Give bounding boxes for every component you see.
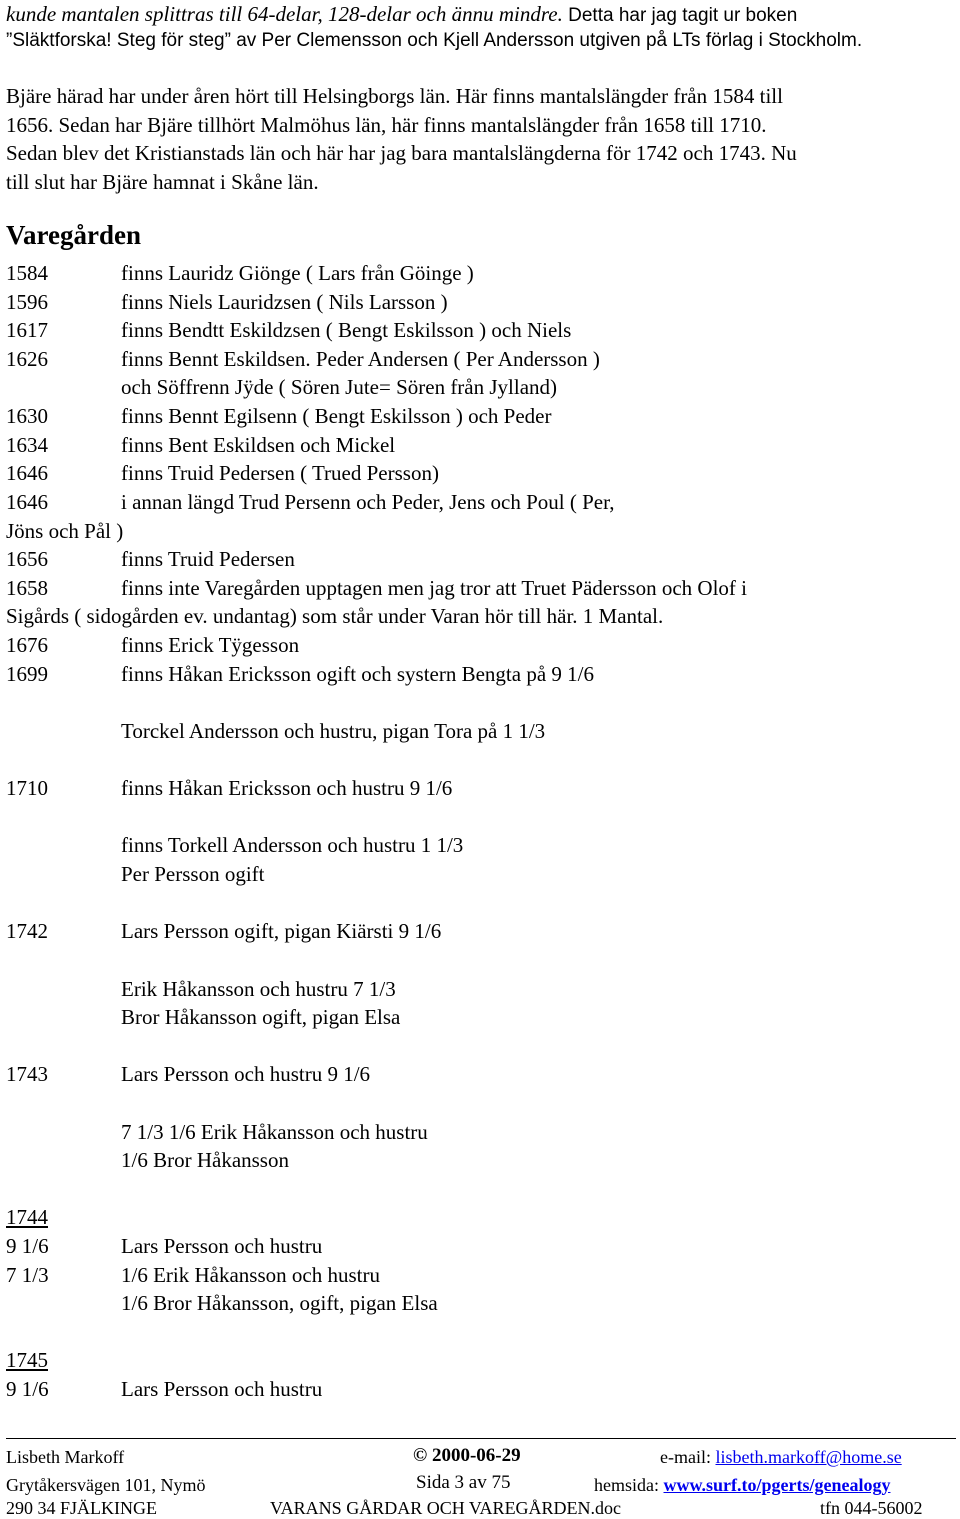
footer-date: © 2000-06-29 <box>413 1445 521 1466</box>
share-value: 7 1/3 <box>6 1263 49 1287</box>
entry-row <box>6 546 926 572</box>
entry-row <box>6 460 926 486</box>
entry-year: 1743 <box>6 1062 48 1086</box>
entry-row <box>6 374 926 400</box>
share-row <box>6 1262 926 1288</box>
year-heading-1745: 1745 <box>6 1348 48 1372</box>
entry-year: 1584 <box>6 261 48 285</box>
entry-wrap-line: Jöns och Pål ) <box>6 519 124 543</box>
entry-subline: 1/6 Bror Håkansson <box>121 1148 289 1172</box>
entry-subline: Erik Håkansson och hustru 7 1/3 <box>121 977 396 1001</box>
website-link[interactable]: www.surf.to/pgerts/genealogy <box>663 1475 891 1495</box>
email-link[interactable]: lisbeth.markoff@home.se <box>715 1447 902 1467</box>
entry-year: 1596 <box>6 290 48 314</box>
footer-author: Lisbeth Markoff <box>6 1447 125 1467</box>
entry-year: 1617 <box>6 318 48 342</box>
intro-italic: kunde mantalen splittras till 64-delar, 128-delar och ännu mindre. <box>6 2 563 26</box>
entry-wrap-line: Sigårds ( sidogården ev. undantag) som står under Varan hör till här. 1 Mantal. <box>6 604 664 628</box>
entry-subline: Per Persson ogift <box>121 862 265 886</box>
entry-text: finns inte Varegården upptagen men jag tror att Truet Pädersson och Olof i <box>121 576 747 600</box>
entry-text: och Söffrenn Jÿde ( Sören Jute= Sören från Jylland) <box>121 375 558 399</box>
entry-row <box>6 403 926 429</box>
footer-email-group <box>660 1446 902 1468</box>
footer-divider <box>6 1438 956 1439</box>
entry-subline: Torckel Andersson och hustru, pigan Tora på 1 1/3 <box>121 719 546 743</box>
footer-web-label: hemsida: <box>594 1475 659 1495</box>
entry-text: i annan längd Trud Persenn och Peder, Jens och Poul ( Per, <box>121 490 615 514</box>
entry-row <box>6 260 926 286</box>
entry-text: Lars Persson och hustru 9 1/6 <box>121 1062 371 1086</box>
entry-year: 1676 <box>6 633 48 657</box>
entry-text: finns Erick Tÿgesson <box>121 633 300 657</box>
share-text: Lars Persson och hustru <box>121 1234 323 1258</box>
entry-text: finns Truid Pedersen ( Trued Persson) <box>121 461 439 485</box>
paragraph-line-4: till slut har Bjäre hamnat i Skåne län. <box>6 170 319 194</box>
entry-year: 1710 <box>6 776 48 800</box>
intro-line-2: ”Släktforska! Steg för steg” av Per Clemensson och Kjell Andersson utgiven på LTs förlag i Stockholm. <box>6 30 863 51</box>
section-heading: Varegården <box>6 220 141 250</box>
entry-year: 1656 <box>6 547 48 571</box>
year-heading-1744: 1744 <box>6 1205 48 1229</box>
share-row <box>6 1233 926 1259</box>
entry-subline: Bror Håkansson ogift, pigan Elsa <box>121 1005 401 1029</box>
entry-year: 1630 <box>6 404 48 428</box>
share-value: 9 1/6 <box>6 1377 49 1401</box>
entry-text: finns Bennt Egilsenn ( Bengt Eskilsson ) och Peder <box>121 404 552 428</box>
intro-line-1 <box>6 1 797 29</box>
entry-text: finns Truid Pedersen <box>121 547 295 571</box>
paragraph-line-2: 1656. Sedan har Bjäre tillhört Malmöhus län, här finns mantalslängder från 1658 till 1710. <box>6 113 767 137</box>
footer-page-info <box>416 1472 510 1494</box>
entry-year: 1626 <box>6 347 48 371</box>
entry-text: finns Bendtt Eskildzsen ( Bengt Eskilsson ) och Niels <box>121 318 572 342</box>
footer-address: Grytåkersvägen 101, Nymö <box>6 1475 206 1495</box>
entry-row <box>6 575 926 601</box>
entry-row <box>6 317 926 343</box>
entry-year: 1646 <box>6 490 48 514</box>
page-label: Sida <box>416 1472 450 1493</box>
entry-text: finns Håkan Ericksson ogift och systern Bengta på 9 1/6 <box>121 662 594 686</box>
entry-text: finns Bent Eskildsen och Mickel <box>121 433 396 457</box>
page-of: av <box>468 1472 487 1493</box>
page-total: 75 <box>491 1472 511 1493</box>
intro-rest: Detta har jag tagit ur boken <box>562 5 798 26</box>
entry-row <box>6 632 926 658</box>
share-row <box>6 1290 926 1316</box>
share-value: 9 1/6 <box>6 1234 49 1258</box>
entry-row <box>6 346 926 372</box>
entry-text: finns Håkan Ericksson och hustru 9 1/6 <box>121 776 453 800</box>
entry-subline: finns Torkell Andersson och hustru 1 1/3 <box>121 833 464 857</box>
entry-subline: 7 1/3 1/6 Erik Håkansson och hustru <box>121 1120 428 1144</box>
entry-text: finns Niels Lauridzsen ( Nils Larsson ) <box>121 290 448 314</box>
footer-postal: 290 34 FJÄLKINGE <box>6 1498 157 1518</box>
footer-email-label: e-mail: <box>660 1447 711 1467</box>
entry-year: 1742 <box>6 919 48 943</box>
entry-year: 1699 <box>6 662 48 686</box>
footer-filename: VARANS GÅRDAR OCH VAREGÅRDEN.doc <box>270 1498 622 1518</box>
share-text: 1/6 Erik Håkansson och hustru <box>121 1263 380 1287</box>
footer-phone: tfn 044-56002 <box>820 1498 923 1518</box>
share-text: 1/6 Bror Håkansson, ogift, pigan Elsa <box>121 1291 438 1315</box>
footer-web-group <box>594 1474 890 1496</box>
paragraph-line-1: Bjäre härad har under åren hört till Helsingborgs län. Här finns mantalslängder från 1584 till <box>6 84 783 108</box>
entry-row <box>6 289 926 315</box>
entry-year: 1658 <box>6 576 48 600</box>
entry-row <box>6 1061 926 1087</box>
entry-row <box>6 432 926 458</box>
entry-row <box>6 489 926 515</box>
entry-text: Lars Persson ogift, pigan Kiärsti 9 1/6 <box>121 919 442 943</box>
entry-year: 1634 <box>6 433 48 457</box>
paragraph-line-3: Sedan blev det Kristianstads län och här har jag bara mantalslängderna för 1742 och 1743. Nu <box>6 141 797 165</box>
entry-text: finns Lauridz Giönge ( Lars från Göinge ) <box>121 261 474 285</box>
entry-row <box>6 775 926 801</box>
entry-year: 1646 <box>6 461 48 485</box>
page-number: 3 <box>454 1472 465 1493</box>
share-row <box>6 1376 926 1402</box>
entry-text: finns Bennt Eskildsen. Peder Andersen ( Per Andersson ) <box>121 347 600 371</box>
entry-row <box>6 661 926 687</box>
share-text: Lars Persson och hustru <box>121 1377 323 1401</box>
entry-row <box>6 918 926 944</box>
